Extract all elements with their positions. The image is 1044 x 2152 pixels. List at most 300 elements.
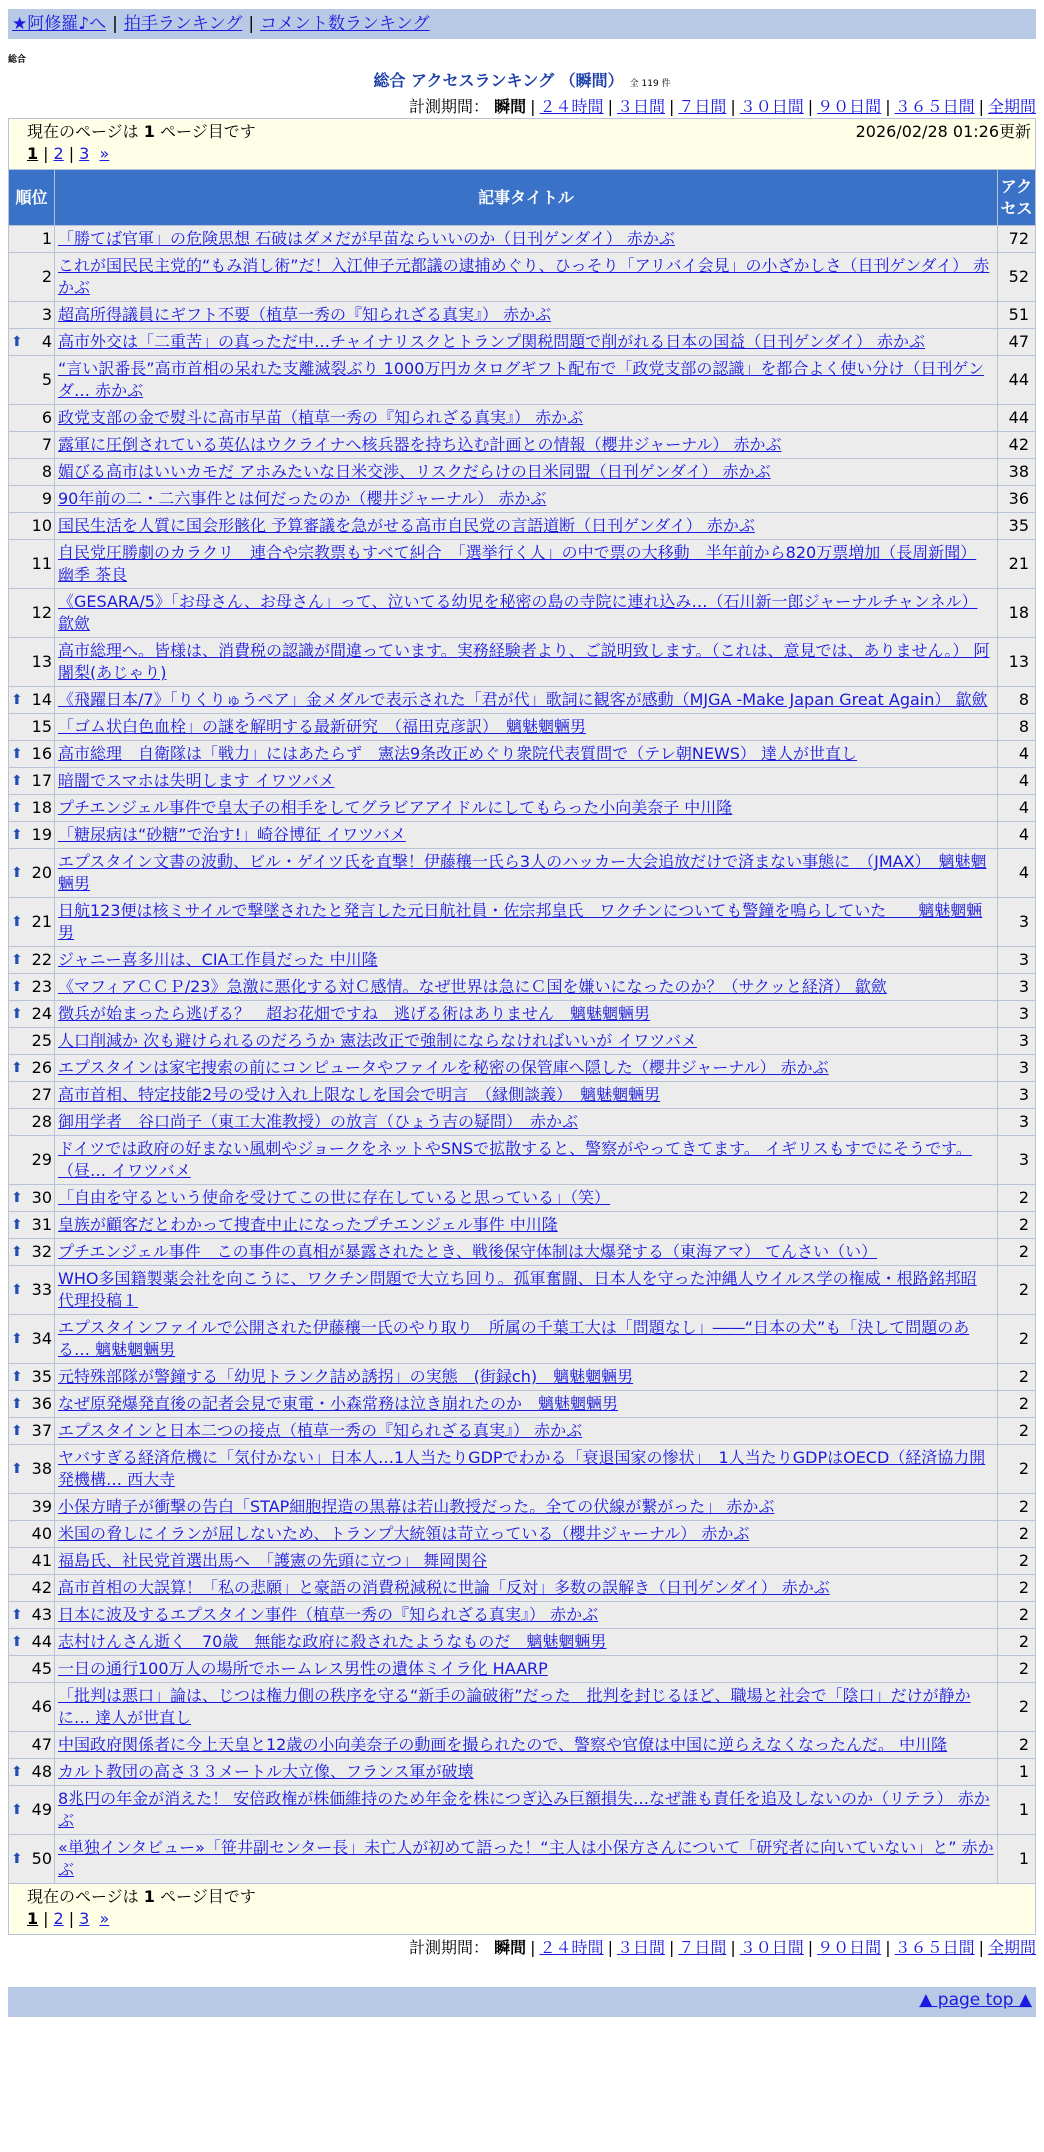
access-count: 3 (998, 1109, 1036, 1136)
article-link[interactable]: カルト教団の高さ３３メートル大立像、フランス軍が破壊 (58, 1762, 474, 1781)
period-all[interactable]: 全期間 (987, 1938, 1036, 1957)
article-link[interactable]: 90年前の二・二六事件とは何だったのか（櫻井ジャーナル） 赤かぶ (58, 489, 547, 508)
rank-cell (9, 1109, 55, 1136)
table-row (9, 589, 1036, 638)
rank-cell (9, 1418, 55, 1445)
rank-cell (9, 405, 55, 432)
article-link[interactable]: 「批判は悪口」論は、じつは権力側の秩序を守る“新手の論破術”だった 批判を封じるほど、職場と社会で「陰口」だけが静かに… 達人が世直し (58, 1686, 971, 1727)
article-link[interactable]: ジャニー喜多川は、CIA工作員だった 中川隆 (58, 950, 378, 969)
access-count: 2 (998, 1315, 1036, 1364)
title-cell (55, 849, 998, 898)
up-arrow-icon: ⬆ (11, 1396, 23, 1412)
access-count: 3 (998, 898, 1036, 947)
category-tag: 総合 (8, 55, 27, 65)
page-next[interactable]: » (99, 144, 110, 163)
rank-cell (9, 849, 55, 898)
access-count: 3 (998, 1001, 1036, 1028)
up-arrow-icon: ⬆ (11, 773, 23, 789)
rank-number: 3 (41, 305, 52, 324)
table-row (9, 226, 1036, 253)
up-arrow-icon: ⬆ (11, 914, 23, 930)
rank-cell (9, 1001, 55, 1028)
rank-number: 7 (41, 435, 52, 454)
article-link[interactable]: 御用学者 谷口尚子（東工大准教授）の放言（ひょう吉の疑問） 赤かぶ (58, 1112, 579, 1131)
article-link[interactable]: WHO多国籍製薬会社を向こうに、ワクチン問題で大立ち回り。孤軍奮闘、日本人を守った沖縄人ウイルス学の権威・根路銘邦昭 代理投稿１ (58, 1269, 977, 1310)
access-count: 3 (998, 974, 1036, 1001)
article-link[interactable]: 露軍に圧倒されている英仏はウクライナへ核兵器を持ち込む計画との情報（櫻井ジャーナル） 赤かぶ (58, 435, 782, 454)
up-arrow-icon: ⬆ (11, 1802, 23, 1818)
title-cell (55, 687, 998, 714)
rank-cell (9, 1212, 55, 1239)
title-cell (55, 1315, 998, 1364)
access-count: 4 (998, 741, 1036, 768)
table-row (9, 1732, 1036, 1759)
access-count: 4 (998, 822, 1036, 849)
up-arrow-icon: ⬆ (11, 800, 23, 816)
article-link[interactable]: 高市外交は「二重苦」の真っただ中…チャイナリスクとトランプ関税問題で削がれる日本の国益（日刊ゲンダイ） 赤かぶ (58, 332, 926, 351)
rank-cell (9, 1683, 55, 1732)
pager-top: 1 | 2 | 3 » (27, 144, 110, 163)
rank-number: 26 (31, 1058, 52, 1077)
rank-number: 10 (31, 516, 52, 535)
up-arrow-icon: ⬆ (11, 1423, 23, 1439)
access-count: 44 (998, 356, 1036, 405)
title-cell (55, 1548, 998, 1575)
article-link[interactable]: 「糖尿病は“砂糖”で治す!」崎谷博征 イワツバメ (58, 825, 406, 844)
period-selector-bottom: 計測期間： 瞬間 | ２４時間 | ３日間 | ７日間 | ３０日間 | ９０日間 | ３６５日間 | 全期間 (409, 1938, 1036, 1957)
up-arrow-icon: ⬆ (11, 1060, 23, 1076)
up-arrow-icon: ⬆ (11, 692, 23, 708)
table-row (9, 947, 1036, 974)
home-link[interactable]: ★阿修羅♪へ (12, 14, 107, 34)
page-link-2[interactable]: 2 (53, 1909, 64, 1928)
updated-time: 2026/02/28 01:26更新 (855, 122, 1031, 141)
col-rank: 順位 (9, 170, 55, 226)
access-count: 72 (998, 226, 1036, 253)
article-link[interactable]: 自民党圧勝劇のカラクリ 連合や宗教票もすべて糾合 「選挙行く人」の中で票の大移動 半年前から820万票増加（長周新聞） 幽季 茶良 (58, 543, 977, 584)
up-arrow-icon: ⬆ (11, 1461, 23, 1477)
article-link[interactable]: 「ゴム状白色血栓」の謎を解明する最新研究 （福田克彦訳） 魑魅魍魎男 (58, 717, 587, 736)
rank-number: 21 (31, 912, 52, 931)
table-row (9, 1445, 1036, 1494)
rank-number: 30 (31, 1188, 52, 1207)
rank-number: 43 (31, 1605, 52, 1624)
rank-cell (9, 1786, 55, 1835)
title-cell (55, 513, 998, 540)
rank-cell (9, 687, 55, 714)
rank-number: 12 (31, 603, 52, 622)
title-cell (55, 329, 998, 356)
title-cell (55, 1001, 998, 1028)
article-link[interactable]: 人口削減か 次も避けられるのだろうか 憲法改正で強制にならなければいいが イワツバメ (58, 1031, 697, 1050)
period-7d[interactable]: ７日間 (678, 97, 727, 116)
table-row (9, 405, 1036, 432)
rank-number: 45 (31, 1659, 52, 1678)
rank-cell (9, 1629, 55, 1656)
table-row (9, 1212, 1036, 1239)
rank-number: 44 (31, 1632, 52, 1651)
title-cell (55, 432, 998, 459)
rank-cell (9, 253, 55, 302)
access-count: 2 (998, 1521, 1036, 1548)
up-arrow-icon: ⬆ (11, 979, 23, 995)
article-link[interactable]: 志村けんさん逝く 70歳 無能な政府に殺されたようなものだ 魑魅魍魎男 (58, 1632, 607, 1651)
table-row (9, 974, 1036, 1001)
period-365d[interactable]: ３６５日間 (894, 1938, 975, 1957)
page-indicator-bottom: 現在のページは 1 ページ目です (27, 1887, 256, 1906)
access-count: 2 (998, 1548, 1036, 1575)
title-cell (55, 1418, 998, 1445)
table-row (9, 795, 1036, 822)
col-title: 記事タイトル (55, 170, 998, 226)
article-link[interactable]: 元特殊部隊が警鐘する「幼児トランク詰め誘拐」の実態 (街録ch) 魑魅魍魎男 (58, 1367, 634, 1386)
access-count: 2 (998, 1494, 1036, 1521)
bottom-bar (8, 1987, 1036, 2017)
article-link[interactable]: 福島氏、社民党首選出馬へ 「護憲の先頭に立つ」 舞岡関谷 (58, 1551, 488, 1570)
table-row (9, 1759, 1036, 1786)
up-arrow-icon: ⬆ (11, 1006, 23, 1022)
access-count: 51 (998, 302, 1036, 329)
article-link[interactable]: エプスタイン文書の波動、ビル・ゲイツ氏を直撃！伊藤穰一氏ら3人のハッカー大会追放だけで済まない事態に （JMAX） 魑魅魍魎男 (58, 852, 987, 893)
rank-number: 37 (31, 1421, 52, 1440)
rank-cell (9, 1185, 55, 1212)
access-count: 3 (998, 1082, 1036, 1109)
rank-cell (9, 1136, 55, 1185)
rank-number: 11 (31, 554, 52, 573)
article-link[interactable]: ドイツでは政府の好まない風刺やジョークをネットやSNSで拡散すると、警察がやってきてます。 イギリスもすでにそうです。（昼… イワツバメ (58, 1139, 972, 1180)
rank-number: 23 (31, 977, 52, 996)
up-arrow-icon: ⬆ (11, 1282, 23, 1298)
article-link[interactable]: 《飛躍日本/7》「りくりゅうペア」金メダルで表示された「君が代」歌詞に観客が感動（MJGA -Make Japan Great Again） 歙歛 (58, 690, 988, 709)
page-link-3[interactable]: 3 (79, 1909, 90, 1928)
article-link[interactable]: 暗闇でスマホは失明します イワツバメ (58, 771, 335, 790)
title-cell (55, 1835, 998, 1884)
rank-cell (9, 1602, 55, 1629)
rank-number: 33 (31, 1280, 52, 1299)
article-link[interactable]: 一日の通行100万人の場所でホームレス男性の遺体ミイラ化 HAARP (58, 1659, 548, 1678)
access-count: 2 (998, 1418, 1036, 1445)
table-row (9, 741, 1036, 768)
clap-ranking-link[interactable]: 拍手ランキング (123, 14, 243, 34)
title-cell (55, 1212, 998, 1239)
period-3d[interactable]: ３日間 (616, 97, 665, 116)
title-cell (55, 1445, 998, 1494)
rank-cell (9, 486, 55, 513)
access-count: 21 (998, 540, 1036, 589)
page-next[interactable]: » (99, 1909, 110, 1928)
table-row (9, 1602, 1036, 1629)
table-row (9, 1391, 1036, 1418)
page-link-current[interactable]: 1 (27, 1909, 39, 1928)
title-cell (55, 1136, 998, 1185)
table-row (9, 459, 1036, 486)
rank-number: 17 (31, 771, 52, 790)
article-link[interactable]: これが国民民主党的“もみ消し術”だ！入江伸子元都議の逮捕めぐり、ひっそり「アリバイ会見」の小ざかしさ（日刊ゲンダイ） 赤かぶ (58, 256, 990, 297)
table-row (9, 302, 1036, 329)
article-link[interactable]: 高市首相の大誤算！「私の悲願」と豪語の消費税減税に世論「反対」多数の誤解き（日刊ゲンダイ） 赤かぶ (58, 1578, 830, 1597)
article-link[interactable]: 米国の脅しにイランが屈しないため、トランプ大統領は苛立っている（櫻井ジャーナル） 赤かぶ (58, 1524, 750, 1543)
table-row (9, 822, 1036, 849)
rank-cell (9, 589, 55, 638)
table-row (9, 638, 1036, 687)
article-link[interactable]: 徴兵が始まったら逃げる？ 超お花畑ですね 逃げる術はありません 魑魅魍魎男 (58, 1004, 651, 1023)
rank-cell (9, 1548, 55, 1575)
rank-number: 13 (31, 652, 52, 671)
title-cell (55, 974, 998, 1001)
access-count: 2 (998, 1445, 1036, 1494)
rank-cell (9, 1759, 55, 1786)
period-90d[interactable]: ９０日間 (817, 1938, 882, 1957)
comment-ranking-link[interactable]: コメント数ランキング (260, 14, 430, 34)
up-arrow-icon: ⬆ (11, 1190, 23, 1206)
table-header (9, 170, 1036, 226)
article-link[interactable]: “言い訳番長”高市首相の呆れた支離滅裂ぶり 1000万円カタログギフト配布で「政党支部の認識」を都合よく使い分け（日刊ゲンダ… 赤かぶ (58, 359, 985, 400)
rank-number: 1 (41, 229, 52, 248)
rank-cell (9, 302, 55, 329)
access-count: 47 (998, 329, 1036, 356)
access-count: 42 (998, 432, 1036, 459)
title-cell (55, 356, 998, 405)
access-count: 38 (998, 459, 1036, 486)
period-selector: 計測期間： 瞬間 | ２４時間 | ３日間 | ７日間 | ３０日間 | ９０日間 | ３６５日間 | 全期間 (409, 97, 1036, 116)
article-link[interactable]: 「勝てば官軍」の危険思想 石破はダメだが早苗ならいいのか（日刊ゲンダイ） 赤かぶ (58, 229, 675, 248)
rank-number: 24 (31, 1004, 52, 1023)
article-link[interactable]: エプスタインファイルで公開された伊藤穰一氏のやり取り 所属の千葉工大は「問題なし」――“日本の犬”も「決して問題のある… 魑魅魍魎男 (58, 1318, 970, 1359)
table-row (9, 1185, 1036, 1212)
article-link[interactable]: 高市総理 自衛隊は「戦力」にはあたらず 憲法9条改正めぐり衆院代表質問で（テレ朝NEWS） 達人が世直し (58, 744, 858, 763)
article-link[interactable]: 高市首相、特定技能2号の受け入れ上限なしを国会で明言 （縁側談義） 魑魅魍魎男 (58, 1085, 661, 1104)
rank-cell (9, 822, 55, 849)
rank-cell (9, 356, 55, 405)
title-cell (55, 1494, 998, 1521)
rank-number: 6 (41, 408, 52, 427)
article-link[interactable]: 小保方晴子が衝撃の告白「STAP細胞捏造の黒幕は若山教授だった。全ての伏線が繋がった」 赤かぶ (58, 1497, 775, 1516)
rank-cell (9, 795, 55, 822)
rank-cell (9, 714, 55, 741)
rank-number: 18 (31, 798, 52, 817)
up-arrow-icon: ⬆ (11, 1369, 23, 1385)
rank-number: 40 (31, 1524, 52, 1543)
access-count: 44 (998, 405, 1036, 432)
up-arrow-icon: ⬆ (11, 1634, 23, 1650)
table-row (9, 1266, 1036, 1315)
table-row (9, 356, 1036, 405)
rank-number: 48 (31, 1762, 52, 1781)
rank-cell (9, 638, 55, 687)
title-cell (55, 1055, 998, 1082)
rank-number: 19 (31, 825, 52, 844)
period-current: 瞬間 (494, 97, 527, 116)
table-row (9, 1494, 1036, 1521)
up-arrow-icon: ⬆ (11, 827, 23, 843)
info-bar (9, 119, 1036, 170)
table-row (9, 1136, 1036, 1185)
rank-cell (9, 459, 55, 486)
title-cell (55, 1364, 998, 1391)
table-row (9, 1055, 1036, 1082)
page-title (8, 71, 1036, 94)
rank-cell (9, 1732, 55, 1759)
table-row (9, 1082, 1036, 1109)
rank-cell (9, 432, 55, 459)
period-label: 計測期間： (409, 1938, 490, 1957)
page-indicator: 現在のページは 1 ページ目です (27, 122, 256, 141)
title-cell (55, 898, 998, 947)
article-link[interactable]: エプスタインと日本二つの接点（植草一秀の『知られざる真実』） 赤かぶ (58, 1421, 583, 1440)
title-cell (55, 947, 998, 974)
access-count: 2 (998, 1185, 1036, 1212)
access-count: 2 (998, 1239, 1036, 1266)
up-arrow-icon: ⬆ (11, 1331, 23, 1347)
page-link-2[interactable]: 2 (53, 144, 64, 163)
total-count: 全 119 件 (629, 79, 671, 89)
rank-number: 14 (31, 690, 52, 709)
up-arrow-icon: ⬆ (11, 952, 23, 968)
period-30d[interactable]: ３０日間 (739, 97, 804, 116)
access-count: 8 (998, 687, 1036, 714)
rank-cell (9, 974, 55, 1001)
title-cell (55, 459, 998, 486)
article-link[interactable]: プチエンジェル事件で皇太子の相手をしてグラビアアイドルにしてもらった小向美奈子 中川隆 (58, 798, 733, 817)
title-cell (55, 540, 998, 589)
rank-number: 41 (31, 1551, 52, 1570)
article-link[interactable]: 《GESARA/5》「お母さん、お母さん」って、泣いてる幼児を秘密の島の寺院に連れ込み…（石川新一郎ジャーナルチャンネル） 歙歛 (58, 592, 978, 633)
access-count: 3 (998, 1136, 1036, 1185)
article-link[interactable]: なぜ原発爆発直後の記者会見で東電・小森常務は泣き崩れたのか 魑魅魍魎男 (58, 1394, 619, 1413)
up-arrow-icon: ⬆ (11, 1244, 23, 1260)
period-current: 瞬間 (494, 1938, 527, 1957)
rank-cell (9, 1391, 55, 1418)
article-link[interactable]: 8兆円の年金が消えた！ 安倍政権が株価維持のため年金を株につぎ込み巨額損失…なぜ誰も責任を追及しないのか（リテラ） 赤かぶ (58, 1789, 990, 1830)
title-cell (55, 302, 998, 329)
up-arrow-icon: ⬆ (11, 746, 23, 762)
article-link[interactable]: 皇族が顧客だとわかって捜査中止になったプチエンジェル事件 中川隆 (58, 1215, 558, 1234)
title-cell (55, 589, 998, 638)
page-link-current[interactable]: 1 (27, 144, 39, 163)
article-link[interactable]: 《マフィアＣＣＰ/23》急激に悪化する対Ｃ感情。なぜ世界は急にＣ国を嫌いになったのか？（サクッと経済） 歙歛 (58, 977, 887, 996)
article-link[interactable]: 日航123便は核ミサイルで撃墜されたと発言した元日航社員・佐宗邦皇氏 ワクチンについても警鐘を鳴らしていた 魑魅魍魎男 (58, 901, 983, 942)
article-link[interactable]: 「自由を守るという使命を受けてこの世に存在していると思っている」（笑） (58, 1188, 611, 1207)
table-row (9, 329, 1036, 356)
rank-number: 25 (31, 1031, 52, 1050)
rank-number: 50 (31, 1849, 52, 1868)
title-cell (55, 1732, 998, 1759)
access-count: 13 (998, 638, 1036, 687)
period-3d[interactable]: ３日間 (616, 1938, 665, 1957)
rank-cell (9, 1055, 55, 1082)
period-label: 計測期間： (409, 97, 490, 116)
rank-cell (9, 1364, 55, 1391)
rank-number: 2 (41, 267, 52, 286)
article-link[interactable]: 政党支部の金で熨斗に高市早苗（植草一秀の『知られざる真実』） 赤かぶ (58, 408, 584, 427)
table-row (9, 714, 1036, 741)
article-link[interactable]: 日本に波及するエプスタイン事件（植草一秀の『知られざる真実』） 赤かぶ (58, 1605, 599, 1624)
article-link[interactable]: 超高所得議員にギフト不要（植草一秀の『知られざる真実』） 赤かぶ (58, 305, 552, 324)
ranking-table (8, 118, 1036, 1935)
article-link[interactable]: 媚びる高市はいいカモだ アホみたいな日米交渉、リスクだらけの日米同盟（日刊ゲンダイ） 赤かぶ (58, 462, 771, 481)
title-cell (55, 1629, 998, 1656)
period-30d[interactable]: ３０日間 (739, 1938, 804, 1957)
rank-cell (9, 1835, 55, 1884)
rank-cell (9, 1656, 55, 1683)
period-365d[interactable]: ３６５日間 (894, 97, 975, 116)
title-cell (55, 405, 998, 432)
table-row (9, 1683, 1036, 1732)
rank-number: 9 (41, 489, 52, 508)
access-count: 2 (998, 1683, 1036, 1732)
article-link[interactable]: «単独インタビュー»「笹井副センター長」未亡人が初めて語った！“主人は小保方さんについて「研究者に向いていない」と” 赤かぶ (58, 1838, 994, 1879)
title-cell (55, 1521, 998, 1548)
up-arrow-icon: ⬆ (11, 1851, 23, 1867)
rank-number: 16 (31, 744, 52, 763)
title-cell (55, 1602, 998, 1629)
rank-number: 38 (31, 1459, 52, 1478)
table-row (9, 1001, 1036, 1028)
article-link[interactable]: 高市総理へ。皆様は、消費税の認識が間違っています。実務経験者より、ご説明致します。（これは、意見では、ありません。） 阿闍梨(あじゃり) (58, 641, 990, 682)
pager-bottom: 1 | 2 | 3 » (27, 1909, 110, 1928)
table-row (9, 1028, 1036, 1055)
article-link[interactable]: 国民生活を人質に国会形骸化 予算審議を急がせる高市自民党の言語道断（日刊ゲンダイ） 赤かぶ (58, 516, 755, 535)
access-count: 1 (998, 1835, 1036, 1884)
table-row (9, 1521, 1036, 1548)
up-arrow-icon: ⬆ (11, 1217, 23, 1233)
article-link[interactable]: 中国政府関係者に今上天皇と12歳の小向美奈子の動画を撮られたので、警察や官僚は中国に逆らえなくなったんだ。 中川隆 (58, 1735, 948, 1754)
page-top-link[interactable]: ▲ page top ▲ (919, 1990, 1032, 2010)
table-row (9, 1835, 1036, 1884)
access-count: 8 (998, 714, 1036, 741)
table-row (9, 1786, 1036, 1835)
rank-number: 8 (41, 462, 52, 481)
article-link[interactable]: プチエンジェル事件 この事件の真相が暴露されたとき、戦後保守体制は大爆発する（東海アマ） てんさい（い） (58, 1242, 878, 1261)
article-link[interactable]: ヤバすぎる経済危機に「気付かない」日本人…1人当たりGDPでわかる「衰退国家の惨状」 1人当たりGDPはOECD（経済協力開発機構… 西大寺 (58, 1448, 986, 1489)
table-row (9, 1109, 1036, 1136)
access-count: 3 (998, 1028, 1036, 1055)
rank-cell (9, 1028, 55, 1055)
period-90d[interactable]: ９０日間 (817, 97, 882, 116)
table-row (9, 486, 1036, 513)
period-24h[interactable]: ２４時間 (539, 1938, 604, 1957)
rank-cell (9, 1082, 55, 1109)
rank-number: 28 (31, 1112, 52, 1131)
rank-cell (9, 1575, 55, 1602)
rank-number: 42 (31, 1578, 52, 1597)
page-link-3[interactable]: 3 (79, 144, 90, 163)
article-link[interactable]: エプスタインは家宅捜索の前にコンピュータやファイルを秘密の保管庫へ隠した（櫻井ジャーナル） 赤かぶ (58, 1058, 829, 1077)
table-row (9, 432, 1036, 459)
period-7d[interactable]: ７日間 (678, 1938, 727, 1957)
rank-number: 5 (41, 370, 52, 389)
rank-number: 32 (31, 1242, 52, 1261)
title-cell (55, 1028, 998, 1055)
table-row (9, 1548, 1036, 1575)
table-row (9, 1315, 1036, 1364)
title-cell (55, 1239, 998, 1266)
rank-number: 22 (31, 950, 52, 969)
table-row (9, 1629, 1036, 1656)
table-row (9, 1364, 1036, 1391)
access-count: 2 (998, 1602, 1036, 1629)
title-cell (55, 226, 998, 253)
title-cell (55, 1109, 998, 1136)
period-all[interactable]: 全期間 (987, 97, 1036, 116)
title-cell (55, 638, 998, 687)
access-count: 3 (998, 947, 1036, 974)
period-24h[interactable]: ２４時間 (539, 97, 604, 116)
access-count: 2 (998, 1575, 1036, 1602)
up-arrow-icon: ⬆ (11, 865, 23, 881)
col-access: アクセス (998, 170, 1036, 226)
access-count: 2 (998, 1212, 1036, 1239)
